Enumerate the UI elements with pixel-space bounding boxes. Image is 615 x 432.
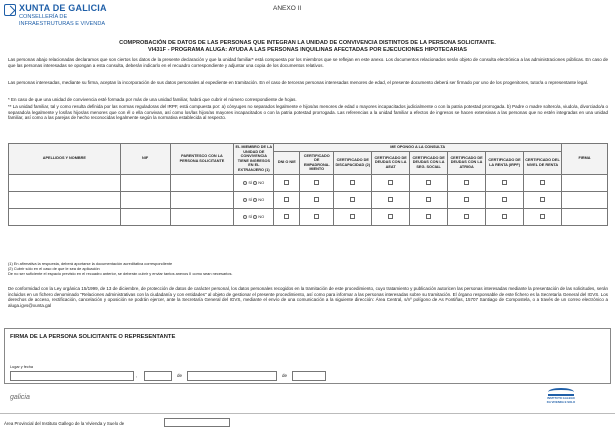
foreign-income-cell: SÍ NO <box>234 208 274 225</box>
place-input[interactable] <box>10 371 134 381</box>
de-label-1: de <box>177 373 183 378</box>
oppose-cell <box>300 191 334 208</box>
oppose-cell <box>372 191 410 208</box>
month-input[interactable] <box>187 371 277 381</box>
col-signature: FIRMA <box>561 144 607 175</box>
nif-cell[interactable] <box>120 174 170 191</box>
signature-section: FIRMA DE LA PERSONA SOLICITANTE O REPRESENTANTE Lugar y fecha , de de <box>4 328 611 384</box>
signature-cell[interactable] <box>561 191 607 208</box>
oppose-checkbox[interactable] <box>540 197 545 202</box>
oppose-cell <box>448 208 486 225</box>
col-foreign-income: EL MIEMBRO DE LA UNIDAD DE CONVIVENCIA TIENE INGRESOS EN EL EXTRANJERO (1) <box>234 144 274 175</box>
note-cohabitation: * En caso de que una unidad de convivencia esté formada por más de una unidad familiar, habrá que cubrir el número correspondiente de hojas. <box>8 97 297 102</box>
foreign-income-cell: SÍ NO <box>234 174 274 191</box>
oppose-checkbox[interactable] <box>426 214 431 219</box>
oppose-cell <box>300 208 334 225</box>
oppose-cell <box>524 208 562 225</box>
oppose-checkbox[interactable] <box>426 180 431 185</box>
oppose-checkbox[interactable] <box>388 214 393 219</box>
col-cert-disability: CERTIFICADO DE DISCAPACIDAD (2) <box>334 152 372 175</box>
no-radio[interactable] <box>253 181 257 185</box>
intro-paragraph: Las personas abajo relacionadas declaramos que son ciertos los datos de la presente declaración y que la unidad familiar* está compuesta por los miembros que se reflejan en este anexo. Los documentos relacionados serán objeto de consulta electrónica a las administraciones públicas. En caso de que las personas interesadas se opongan a esta consulta, deberán indicarlo en el recuadro correspondiente y adjuntar una copia de los documentos relativos. <box>8 57 608 68</box>
oppose-cell <box>334 174 372 191</box>
galicia-logo: galicia <box>10 394 30 401</box>
oppose-cell <box>274 208 300 225</box>
oppose-cell <box>448 191 486 208</box>
col-cert-social-security: CERTIFICADO DE DEUDAS CON LA SEG. SOCIAL <box>410 152 448 175</box>
note-family-unit: ** La unidad familiar, tal y como resulta definida por las normas reguladoras del IRPF, está compuesta por: a) cónyuges no separados legalmente e hijos/as menores de edad o mayores incapacitados judicialmente o con la patria potestad prorrogada. b) Padre o madre soltero/a, viudo/a, divorciado/a o separado/a legalmente y los/las hijos/as menores que con él o ella convivan, así como los/las hijos/as mayores incapacitados o con la patria potestad prorrogada. Las referencias a la unidad familiar a efectos de ingresos se hacen extensivas a las personas que no estén integradas en una unidad familiar, así como a las parejas de hecho reconocidas legalmente según la normativa establecida al respecto. <box>8 104 608 121</box>
oppose-checkbox[interactable] <box>350 197 355 202</box>
oppose-cell <box>524 174 562 191</box>
oppose-cell <box>486 174 524 191</box>
department-line-1: CONSELLERÍA DE <box>19 14 68 20</box>
yes-radio[interactable] <box>243 181 247 185</box>
day-input[interactable] <box>144 371 172 381</box>
brand-name: XUNTA DE GALICIA <box>19 3 107 13</box>
nif-cell[interactable] <box>120 208 170 225</box>
no-radio[interactable] <box>253 215 257 219</box>
form-title: COMPROBACIÓN DE DATOS DE LAS PERSONAS QUE INTEGRAN LA UNIDAD DE CONVIVENCIA DISTINTOS DE LA PERSONA SOLICITANTE. <box>119 40 496 46</box>
header <box>4 3 107 27</box>
kinship-cell[interactable] <box>170 208 234 225</box>
oppose-checkbox[interactable] <box>540 214 545 219</box>
col-cert-aeat: CERTIFICADO DE DEUDAS CON LA AEAT <box>372 152 410 175</box>
oppose-cell <box>486 208 524 225</box>
oppose-checkbox[interactable] <box>314 180 319 185</box>
form-subtitle: VI431F - PROGRAMA ALUGA: AYUDA A LAS PERSONAS INQUILINAS AFECTADAS POR EJECUCIONES HIPOTECARIAS <box>148 47 467 53</box>
oppose-cell <box>486 191 524 208</box>
oppose-checkbox[interactable] <box>284 180 289 185</box>
table-row <box>9 208 608 225</box>
name-cell[interactable] <box>9 191 121 208</box>
igvs-roof-icon <box>548 388 574 396</box>
annex-label: ANEXO II <box>273 5 302 12</box>
members-table <box>8 143 608 226</box>
table-row <box>9 191 608 208</box>
year-input[interactable] <box>292 371 326 381</box>
oppose-cell <box>410 191 448 208</box>
col-cert-income-level: CERTIFICADO DEL NIVEL DE RENTA <box>524 152 562 175</box>
oppose-checkbox[interactable] <box>464 180 469 185</box>
oppose-checkbox[interactable] <box>502 197 507 202</box>
igvs-logo: INSTITUTO GALEGO DA VIVENDA E SOLO <box>541 388 581 405</box>
oppose-checkbox[interactable] <box>426 197 431 202</box>
col-cert-irpf: CERTIFICADO DE LA RENTA (IRPF) <box>486 152 524 175</box>
col-nif: NIF <box>120 144 170 175</box>
consent-paragraph: Las personas interesadas, mediante su firma, aceptan la incorporación de sus datos personales al expediente en tramitación. En el caso de terceras personas interesadas menores de edad, el presente documento deberá ser firmado por uno de los progenitores, tutor/a o representante legal. <box>8 80 589 85</box>
signature-title: FIRMA DE LA PERSONA SOLICITANTE O REPRESENTANTE <box>10 334 176 340</box>
col-cert-atriga: CERTIFICADO DE DEUDAS CON LA ATRIGA <box>448 152 486 175</box>
table-notes <box>8 261 232 276</box>
oppose-checkbox[interactable] <box>502 180 507 185</box>
kinship-cell[interactable] <box>170 174 234 191</box>
yes-radio[interactable] <box>243 215 247 219</box>
oppose-checkbox[interactable] <box>284 197 289 202</box>
de-label-2: de <box>282 373 288 378</box>
col-name: APELLIDOS Y NOMBRE <box>9 144 121 175</box>
note-1: (1) En afirmativa la respuesta, deberá aportarse la documentación acreditativa correspondiente <box>8 261 173 266</box>
oppose-checkbox[interactable] <box>388 197 393 202</box>
col-group-oppose: ME OPONGO A LA CONSULTA <box>274 144 562 152</box>
oppose-cell <box>448 174 486 191</box>
oppose-checkbox[interactable] <box>502 214 507 219</box>
oppose-checkbox[interactable] <box>464 197 469 202</box>
oppose-cell <box>524 191 562 208</box>
oppose-cell <box>334 208 372 225</box>
table-row <box>9 174 608 191</box>
oppose-checkbox[interactable] <box>350 214 355 219</box>
oppose-cell <box>274 191 300 208</box>
oppose-checkbox[interactable] <box>314 214 319 219</box>
note-3: De no ser suficiente el espacio previsto en el recuadro anterior, se deberán cubrir y enviar tantos anexos II como sean necesarios. <box>8 271 233 276</box>
no-radio[interactable] <box>253 198 257 202</box>
oppose-checkbox[interactable] <box>540 180 545 185</box>
kinship-cell[interactable] <box>170 191 234 208</box>
department-line-2: INFRAESTRUTURAS E VIVENDA <box>19 21 106 27</box>
oppose-checkbox[interactable] <box>388 180 393 185</box>
oppose-cell <box>334 191 372 208</box>
oppose-cell <box>410 208 448 225</box>
oppose-checkbox[interactable] <box>314 197 319 202</box>
name-cell[interactable] <box>9 174 121 191</box>
provincial-area-input[interactable] <box>164 418 230 427</box>
yes-radio[interactable] <box>243 198 247 202</box>
signature-cell[interactable] <box>561 208 607 225</box>
provincial-area-label: Área Provincial del Instituto Gallego de la Vivienda y Suelo de <box>4 421 125 426</box>
oppose-cell <box>372 208 410 225</box>
name-cell[interactable] <box>9 208 121 225</box>
oppose-cell <box>372 174 410 191</box>
note-2: (2) Cubrir sólo en el caso de que le sea de aplicación <box>8 266 100 271</box>
oppose-checkbox[interactable] <box>350 180 355 185</box>
data-protection-text: De conformidad con la Ley orgánica 15/1999, de 13 de diciembre, de protección de datos de carácter personal, los datos personales recogidos en la tramitación de este procedimiento, cuyo tratamiento y publicación autoricen las personas interesadas mediante la presentación de las solicitudes, serán incluidos en un fichero denominado "Relaciones administrativas con la ciudadanía y con entidades" al objeto de gestionar el presente procedimiento, así como para informar a las personas interesadas sobre su tramitación. El órgano responsable de este fichero es la Secretaría General del IGVS. Los derechos de acceso, rectificación, cancelación y oposición se podrán ejercer, ante la Secretaría General del IGVS, mediante el envío de una comunicación a la siguiente dirección: Área Central, s/nº polígono de As Fontiñas, 15707 Santiago de Compostela, o a través de un correo electrónico a aluga.igvs@xunta.gal <box>8 286 608 308</box>
col-kinship: PARENTESCO CON LA PERSONA SOLICITANTE <box>170 144 234 175</box>
col-cert-registration: CERTIFICADO DE EMPADRONA-MIENTO <box>300 152 334 175</box>
col-dni: DNI O NIE <box>274 152 300 175</box>
oppose-checkbox[interactable] <box>464 214 469 219</box>
place-date-label: Lugar y fecha <box>10 365 34 369</box>
nif-cell[interactable] <box>120 191 170 208</box>
oppose-cell <box>300 174 334 191</box>
signature-cell[interactable] <box>561 174 607 191</box>
xunta-logo-icon <box>4 4 16 16</box>
oppose-cell <box>410 174 448 191</box>
oppose-checkbox[interactable] <box>284 214 289 219</box>
foreign-income-cell: SÍ NO <box>234 191 274 208</box>
oppose-cell <box>274 174 300 191</box>
